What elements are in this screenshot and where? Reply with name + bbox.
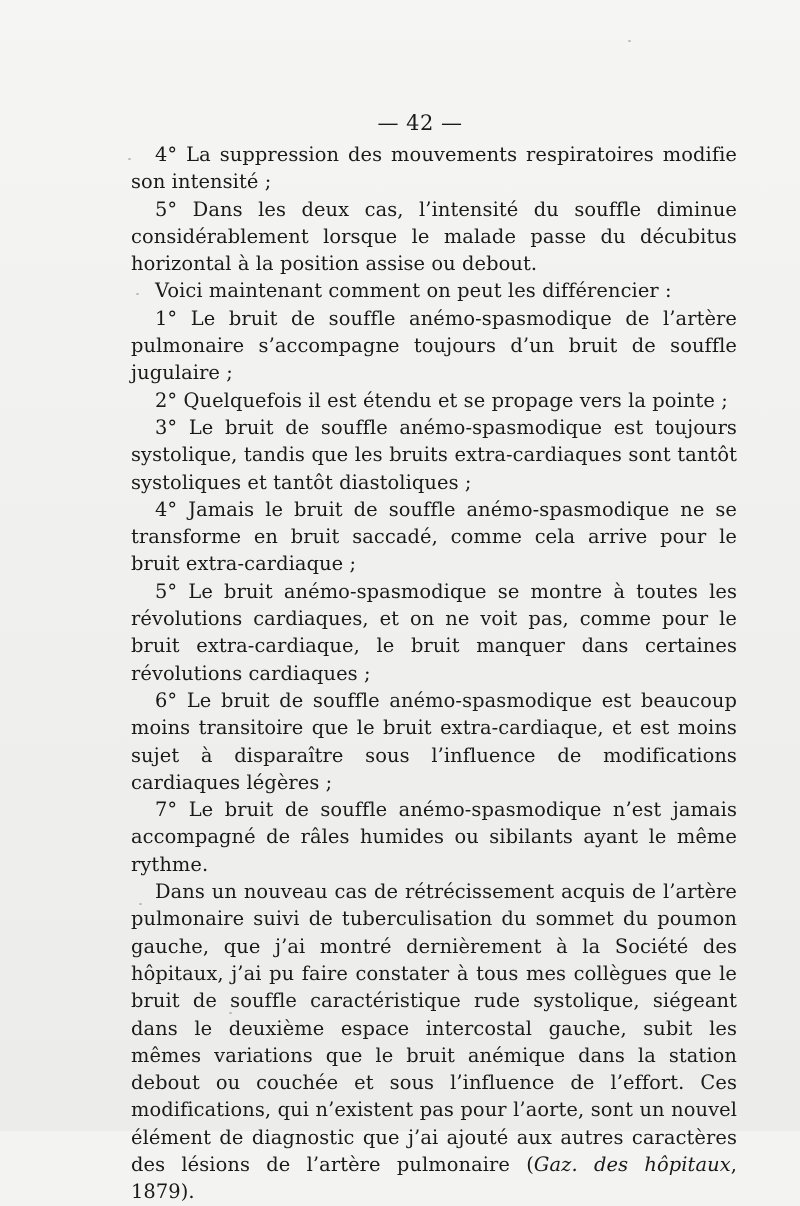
paragraph-item-4-suppression: 4° La suppression des mouvements respiratoires modifie son intensité ; xyxy=(131,143,737,194)
paragraph-diff-3: 3° Le bruit de souffle anémo-spasmodique est toujours systolique, tandis que les bruits extra-cardiaques sont tantôt systoliques et tantôt diastoliques ; xyxy=(131,415,737,494)
paragraph-item-5-intensite: 5° Dans les deux cas, l’intensité du souffle diminue considérablement lorsque le malade passe du décubitus horizontal à la position assise ou debout. xyxy=(131,197,737,276)
citation-year: , 1879). xyxy=(131,1152,737,1204)
paper-speck xyxy=(229,1012,232,1014)
paragraph-conclusion xyxy=(131,878,737,1206)
paper-speck xyxy=(136,293,139,295)
paragraph-diff-6: 6° Le bruit de souffle anémo-spasmodique est beaucoup moins transitoire que le bruit extra-cardiaque, et est moins sujet à disparaître sous l’influence de modifications cardiaques légères ; xyxy=(131,688,737,794)
conclusion-text: Dans un nouveau cas de rétrécissement acquis de l’artère pulmonaire suivi de tuberculisation du sommet du poumon gauche, que j’ai montré dernièrement à la Société des hôpitaux, j’ai pu faire constater à tous mes collègues que le bruit de souffle caractéristique rude systolique, siégeant dans le deuxième espace intercostal gauche, subit les mêmes variations que le bruit anémique dans la station debout ou couchée et sous l’influence de l’effort. Ces modifications, qui n’existent pas pour l’aorte, sont un nouvel élément de diagnostic que j’ai ajouté aux autres caractères des lésions de l’artère pulmonaire ( xyxy=(131,880,737,1176)
paragraph-diff-5: 5° Le bruit anémo-spasmodique se montre à toutes les révolutions cardiaques, et on ne voit pas, comme pour le bruit extra-cardiaque, le bruit manquer dans certaines révolutions cardiaques ; xyxy=(131,579,737,685)
paper-speck xyxy=(128,158,131,160)
paragraph-diff-4: 4° Jamais le bruit de souffle anémo-spasmodique ne se transforme en bruit saccadé, comme cela arrive pour le bruit extra-cardiaque ; xyxy=(131,497,737,576)
page-number: — 42 — xyxy=(377,111,463,135)
citation-journal: Gaz. des hôpitaux xyxy=(533,1152,731,1176)
paper-speck xyxy=(628,40,631,42)
paper-speck xyxy=(139,903,142,905)
paragraph-diff-1: 1° Le bruit de souffle anémo-spasmodique de l’artère pulmonaire s’accompagne toujours d’un bruit de souffle jugulaire ; xyxy=(131,306,737,385)
paragraph-diff-2: 2° Quelquefois il est étendu et se propage vers la pointe ; xyxy=(155,388,728,412)
body-text xyxy=(131,141,737,1206)
paragraph-differencier-intro: Voici maintenant comment on peut les différencier : xyxy=(155,279,672,303)
paragraph-diff-7: 7° Le bruit de souffle anémo-spasmodique n’est jamais accompagné de râles humides ou sibilants ayant le même rythme. xyxy=(131,798,737,876)
